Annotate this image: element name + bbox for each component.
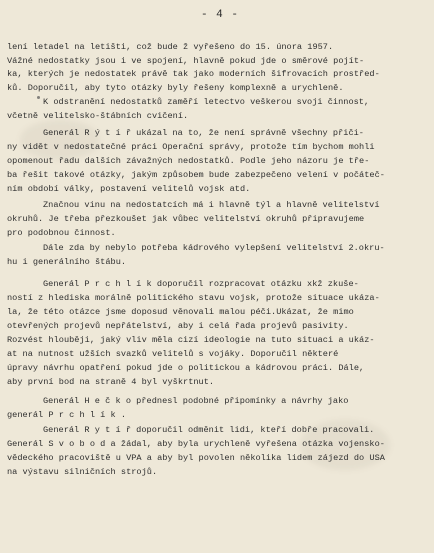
text-line: Vážné nedostatky jsou i ve spojení, hlavně pokud jde o směrové pojít- — [7, 56, 365, 66]
text-line: Rozvést hlouběji, jaký vliv měla cizí ideologie na tuto situaci a ukáz- — [7, 335, 375, 345]
text-line: lení letadel na letišti, což bude ž vyřešeno do 15. února 1957. — [7, 42, 334, 52]
text-line: Značnou vinu na nedostatcích má i hlavně týl a hlavně velitelství — [43, 200, 380, 210]
text-line: opomenout řadu dalších závažných nedostatků. Podle jeho názoru je tře- — [7, 156, 370, 166]
text-line: pro podobnou činnost. — [7, 228, 116, 238]
text-line: la, že této otázce jsme doposud věnovali malou péči.Ukázat, že mimo — [7, 307, 354, 317]
page-number: - 4 - — [200, 9, 239, 21]
text-line: ním období války, postavení velitelů vojsk atd. — [7, 184, 251, 194]
text-line: generál P r c h l í k . — [7, 410, 127, 420]
text-line: at na nutnost užších svazků velitelů s vojáky. Doporučil některé — [7, 349, 339, 359]
text-line: ků. Doporučil, aby tyto otázky byly řešeny komplexně a urychleně. — [7, 83, 344, 93]
text-line: aby první bod na straně 4 byl vyškrtnut. — [7, 377, 215, 387]
text-line: ba řešit takové otázky, jakým způsobem bude zabezpečeno velení v počáteč- — [7, 170, 385, 180]
text-line: ny vidět v nedostatečné práci Operační správy, protože tím bychom mohli — [7, 142, 375, 152]
text-line: Generál H e č k o přednesl podobné připomínky a návrhy jako — [43, 396, 349, 406]
ink-dot — [37, 96, 40, 99]
text-line: hu i generálního štábu. — [7, 257, 127, 267]
text-line: otevřených projevů nepřátelství, aby i celá řada projevů pasivity. — [7, 321, 349, 331]
text-line: ností z hlediska morálně politického stavu vojsk, protože situace ukáza- — [7, 293, 380, 303]
text-line: Generál R y t í ř doporučil odměnit lidi, kteří dobře pracovali. — [43, 425, 375, 435]
text-line: Dále zda by nebylo potřeba kádrového vylepšení velitelství 2.okru- — [43, 243, 385, 253]
text-line: vědeckého pracoviště u VPA a aby byl povolen několika lidem zájezd do USA — [7, 453, 385, 463]
text-line: Generál R ý t í ř ukázal na to, že není správně všechny přiči- — [43, 128, 364, 138]
text-line: K odstranění nedostatků zaměří letectvo veškerou svoji činnost, — [43, 97, 370, 107]
text-line: ka, kterých je nedostatek právě tak jako moderních šifrovacích prostřed- — [7, 69, 380, 79]
text-line: Generál P r c h l í k doporučil rozpracovat otázku xkž zkuše- — [43, 279, 359, 289]
text-line: na výstavu silničních strojů. — [7, 467, 158, 477]
text-line: okruhů. Je třeba přezkoušet jak vůbec velitelství okruhů připravujeme — [7, 214, 365, 224]
text-line: včetně velitelsko-štábních cvičení. — [7, 111, 189, 121]
paper-smudge — [20, 120, 100, 160]
text-line: Generál S v o b o d a žádal, aby byla urychleně vyřešena otázka vojensko- — [7, 439, 385, 449]
text-line: úpravy návrhu opatření pokud jde o politickou a kádrovou práci. Dále, — [7, 363, 365, 373]
